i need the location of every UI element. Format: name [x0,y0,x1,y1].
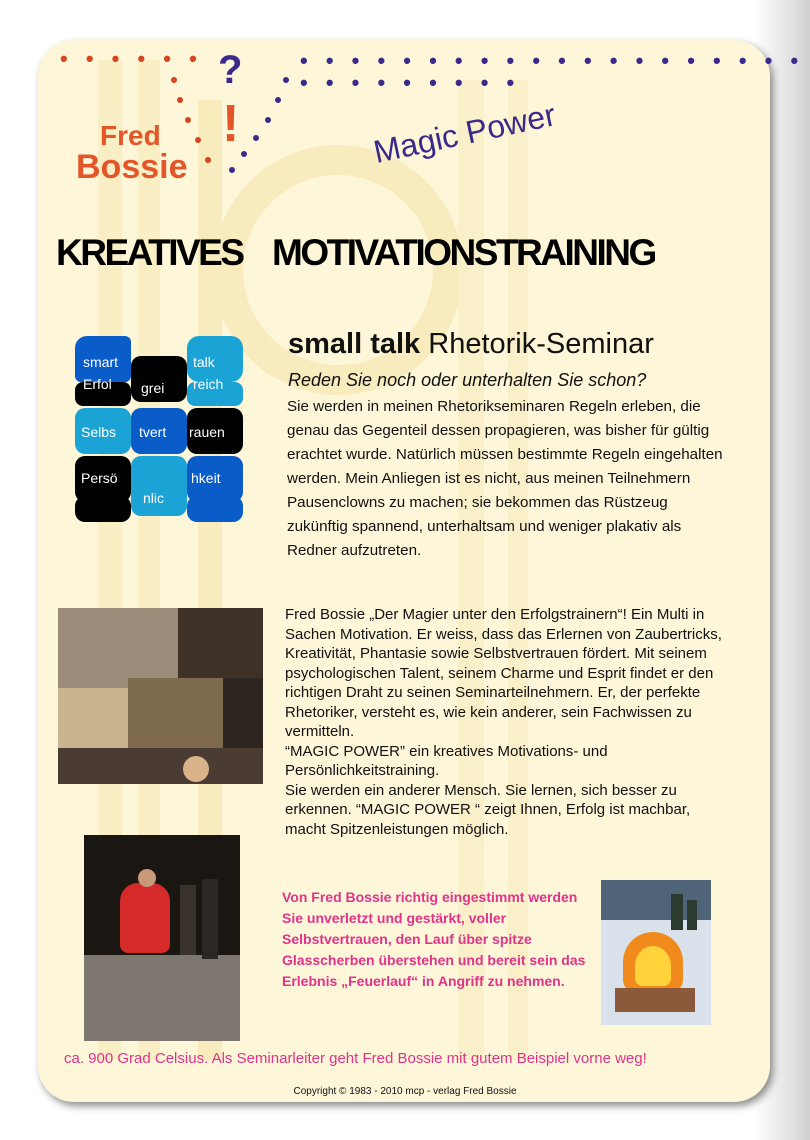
firewalk-caption: ca. 900 Grad Celsius. Als Seminarleiter geht Fred Bossie mit gutem Beispiel vorne weg! [64,1050,647,1067]
puzzle-piece [75,496,131,522]
decor-dots-left: • • • • • • [60,46,203,71]
seminar-title-bold: small talk [288,328,421,360]
puzzle-label: rauen [189,424,225,440]
firewalk-text: Von Fred Bossie richtig eingestimmt werden Sie unverletzt und gestärkt, voller Selbstvertrauen, den Lauf über spitze Glasscherben überstehen und bereit sein das Erlebnis „Feuerlauf“ in Angriff zu nehmen. [282,889,586,989]
puzzle-label: Persö [81,470,118,486]
puzzle-label: reich [193,376,224,392]
logo-exclamation: ! [222,95,240,153]
about-text [285,605,725,839]
copyright: Copyright © 1983 - 2010 mcp - verlag Fred Bossie [293,1086,517,1097]
decor-dots-top: • • • • • • • • • • • • • • • • • • • • • • • • • • • • • [300,48,805,95]
seminar-photo-collage [58,608,263,784]
logo-question-mark: ? [218,48,243,92]
puzzle-label: smart [83,354,118,370]
seminar-subtitle: Reden Sie noch oder unterhalten Sie schon? [288,370,647,390]
puzzle-label: talk [193,354,215,370]
seminar-title-rest: Rhetorik-Seminar [428,328,654,360]
puzzle-label: grei [141,380,165,396]
bonfire-photo [601,880,711,1025]
puzzle-label: tvert [139,424,167,440]
seminar-body: Sie werden in meinen Rhetorikseminaren Regeln erleben, die genau das Gegenteil dessen propagieren, was bisher für gültig erachtet wurde. Natürlich müssen bestimmte Regeln eingehalten werden. Mein Anliegen ist es nicht, aus meinen Teilnehmern Pausenclowns zu machen; sie bekommen das Rüstzeug zukünftig spannend, unterhaltsam und weniger plakativ als Redner aufzutreten. [287,398,723,559]
logo-bossie: Bossie [76,148,188,186]
headline-motivationstraining: MOTIVATIONSTRAINING [272,232,655,273]
puzzle-label: Erfol [83,376,112,392]
puzzle-label: nlic [143,490,165,506]
puzzle-label: hkeit [191,470,221,486]
firewalk-photo [84,835,240,1041]
puzzle-graphic [75,336,243,522]
puzzle-piece [187,496,243,522]
tagline-magic-power: Magic Power [370,96,559,171]
puzzle-piece [131,456,187,516]
puzzle-label: Selbs [81,424,117,440]
about-paragraph: Sie werden ein anderer Mensch. Sie lernen, sich besser zu erkennen. “MAGIC POWER “ zeigt Ihnen, Erfolg ist machbar, macht Spitzenleistungen möglich. [285,781,691,838]
about-paragraph: Fred Bossie „Der Magier unter den Erfolgstrainern“! Ein Multi in Sachen Motivation. Er weiss, dass das Erlernen von Zaubertricks, Kreativität, Phantasie sowie Selbstvertrauen fördert. Mit seinem psychologischen Talent, seinem Charme und Esprit findet er den richtigen Draht zu seinen Seminarteilnehmern. Er, der perfekte Rhetoriker, versteht es, wie kein anderer, sein Fachwissen zu vermitteln. [285,606,722,740]
headline-kreatives: KREATIVES [56,232,243,273]
seminar-title [288,328,654,361]
about-paragraph: “MAGIC POWER” ein kreatives Motivations- und Persönlichkeitstraining. [285,742,608,779]
logo-fred: Fred [100,120,161,151]
